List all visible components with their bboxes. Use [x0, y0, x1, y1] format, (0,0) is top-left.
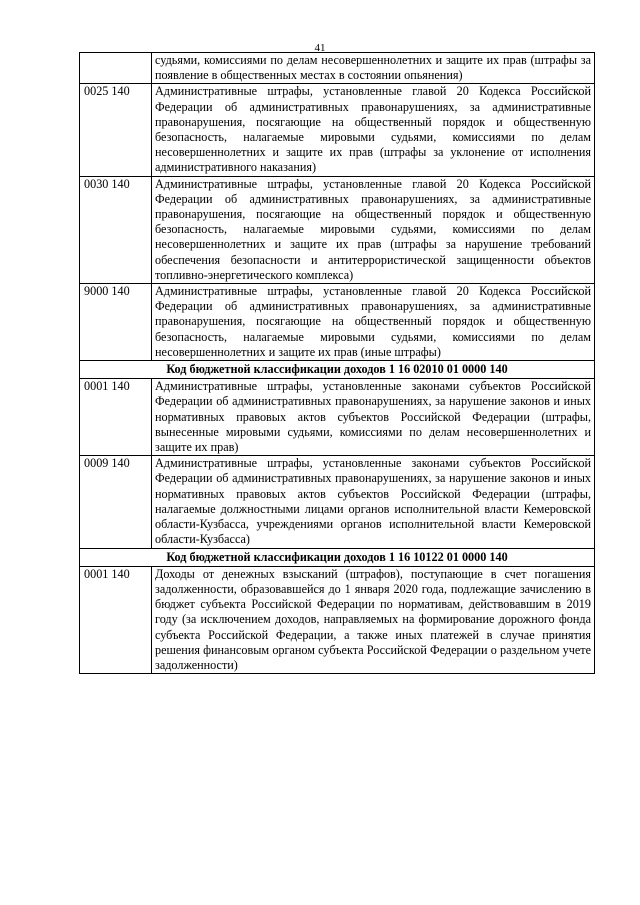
- code-cell: 9000 140: [80, 284, 152, 361]
- page-number: 41: [314, 42, 326, 54]
- code-cell: [80, 53, 152, 84]
- code-cell: 0030 140: [80, 176, 152, 283]
- section-heading: Код бюджетной классификации доходов 1 16 02010 01 0000 140: [80, 361, 595, 379]
- description-cell: Административные штрафы, установленные главой 20 Кодекса Российской Федерации об административных правонарушениях, за административные правонарушения, посягающие на общественный порядок и общественную безопасность, налагаемые мировыми судьями, комиссиями по делам несовершеннолетних и защите их прав (иные штрафы): [152, 284, 595, 361]
- budget-classification-table: [79, 52, 595, 674]
- table-row: [80, 379, 595, 456]
- section-heading-row: [80, 548, 595, 566]
- description-cell: Доходы от денежных взысканий (штрафов), поступающие в счет погашения задолженности, образовавшейся до 1 января 2020 года, подлежащие зачислению в бюджет субъекта Российской Федерации по нормативам, действовавшим в 2019 году (за исключением доходов, направляемых на формирование дорожного фонда субъекта Российской Федерации, а также иных платежей в случае принятия решения финансовым органом субъекта Российской Федерации о раздельном учете задолженности): [152, 566, 595, 673]
- description-cell: Административные штрафы, установленные законами субъектов Российской Федерации об административных правонарушениях, за нарушение законов и иных нормативных правовых актов субъектов Российской Федерации (штрафы, налагаемые должностными лицами органов исполнительной власти Кемеровской области-Кузбасса, учреждениями органов исполнительной власти Кемеровской области-Кузбасса): [152, 456, 595, 548]
- table-row: [80, 456, 595, 548]
- description-cell: Административные штрафы, установленные главой 20 Кодекса Российской Федерации об административных правонарушениях, за административные правонарушения, посягающие на общественный порядок и общественную безопасность, налагаемые мировыми судьями, комиссиями по делам несовершеннолетних и защите их прав (штрафы за нарушение требований обеспечения безопасности и антитеррористической защищенности объектов топливно-энергетического комплекса): [152, 176, 595, 283]
- description-cell: Административные штрафы, установленные законами субъектов Российской Федерации об административных правонарушениях, за нарушение законов и иных нормативных правовых актов субъектов Российской Федерации (штрафы, вынесенные мировыми судьями, комиссиями по делам несовершеннолетних и защите их прав): [152, 379, 595, 456]
- code-cell: 0001 140: [80, 379, 152, 456]
- code-cell: 0025 140: [80, 84, 152, 176]
- table-row: [80, 84, 595, 176]
- description-cell: судьями, комиссиями по делам несовершеннолетних и защите их прав (штрафы за появление в общественных местах в состоянии опьянения): [152, 53, 595, 84]
- table-row: [80, 566, 595, 673]
- code-cell: 0001 140: [80, 566, 152, 673]
- section-heading: Код бюджетной классификации доходов 1 16 10122 01 0000 140: [80, 548, 595, 566]
- description-cell: Административные штрафы, установленные главой 20 Кодекса Российской Федерации об административных правонарушениях, за административные правонарушения, посягающие на общественный порядок и общественную безопасность, налагаемые мировыми судьями, комиссиями по делам несовершеннолетних и защите их прав (штрафы за уклонение от исполнения административного наказания): [152, 84, 595, 176]
- table-row: [80, 284, 595, 361]
- section-heading-row: [80, 361, 595, 379]
- table-row: [80, 53, 595, 84]
- code-cell: 0009 140: [80, 456, 152, 548]
- table-row: [80, 176, 595, 283]
